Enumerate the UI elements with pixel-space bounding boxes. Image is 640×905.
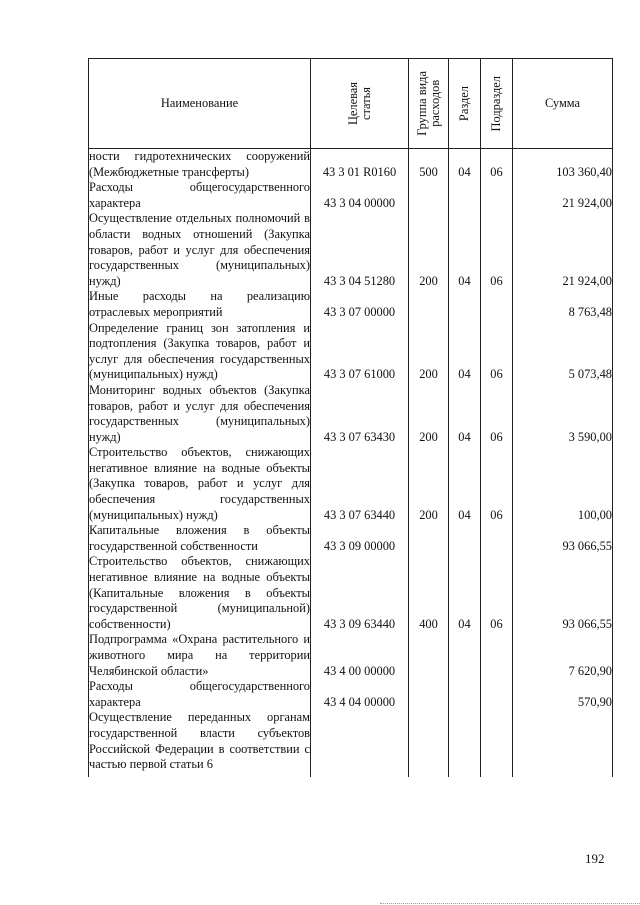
table-row	[89, 211, 613, 289]
row-code: 43 3 07 63430	[311, 383, 409, 445]
row-group: 500	[409, 149, 449, 181]
row-name: Осуществление отдельных полномочий в области водных отношений (Закупка товаров, работ и услуг для обеспечения государственных (муниципальных) нужд)	[89, 211, 310, 288]
row-group	[409, 289, 449, 320]
row-code: 43 3 04 51280	[311, 211, 409, 289]
table-row	[89, 180, 613, 211]
row-code: 43 3 09 00000	[311, 523, 409, 554]
header-target-article: Целевая статья	[311, 59, 409, 149]
row-section: 04	[449, 321, 481, 383]
row-group: 200	[409, 383, 449, 445]
row-name: Строительство объектов, снижающих негативное влияние на водные объекты (Капитальные вложения в объекты государственной (муниципальной) собственности)	[89, 554, 310, 631]
row-code: 43 4 04 00000	[311, 679, 409, 710]
row-sum: 100,00	[513, 445, 613, 523]
row-code	[311, 710, 409, 777]
row-sum: 3 590,00	[513, 383, 613, 445]
row-sum: 103 360,40	[513, 149, 613, 181]
row-name: Подпрограмма «Охрана растительного и животного мира на территории Челябинской области»	[89, 632, 310, 678]
row-code: 43 3 09 63440	[311, 554, 409, 632]
row-subsection	[481, 289, 513, 320]
row-name: Определение границ зон затопления и подтопления (Закупка товаров, работ и услуг для обеспечения государственных (муниципальных) нужд)	[89, 320, 310, 382]
budget-table	[88, 58, 613, 777]
row-section: 04	[449, 211, 481, 289]
table-row	[89, 383, 613, 445]
row-code: 43 3 07 61000	[311, 321, 409, 383]
table-row	[89, 554, 613, 632]
row-code: 43 4 00 00000	[311, 632, 409, 679]
row-group: 200	[409, 321, 449, 383]
row-section	[449, 523, 481, 554]
row-name: Расходы общегосударственного характера	[89, 180, 310, 210]
row-sum: 21 924,00	[513, 211, 613, 289]
row-subsection	[481, 632, 513, 679]
row-code: 43 3 07 00000	[311, 289, 409, 320]
row-sum: 21 924,00	[513, 180, 613, 211]
page-number: 192	[585, 851, 605, 866]
row-subsection	[481, 679, 513, 710]
row-section: 04	[449, 383, 481, 445]
row-subsection: 06	[481, 149, 513, 181]
row-group: 200	[409, 211, 449, 289]
row-code: 43 3 01 R0160	[311, 149, 409, 181]
row-section: 04	[449, 445, 481, 523]
table-row	[89, 632, 613, 679]
table-body	[89, 149, 613, 778]
row-subsection: 06	[481, 211, 513, 289]
row-section	[449, 289, 481, 320]
row-section: 04	[449, 554, 481, 632]
row-group: 400	[409, 554, 449, 632]
row-group	[409, 632, 449, 679]
row-subsection: 06	[481, 554, 513, 632]
row-subsection: 06	[481, 321, 513, 383]
row-name: Расходы общегосударственного характера	[89, 679, 310, 709]
row-section	[449, 710, 481, 777]
row-name: Строительство объектов, снижающих негативное влияние на водные объекты (Закупка товаров, работ и услуг для обеспечения государственных (муниципальных) нужд)	[89, 445, 310, 522]
row-name: Иные расходы на реализацию отраслевых мероприятий	[89, 289, 310, 319]
row-name: Мониторинг водных объектов (Закупка товаров, работ и услуг для обеспечения государственных (муниципальных) нужд)	[89, 382, 310, 444]
row-sum: 93 066,55	[513, 523, 613, 554]
table-row	[89, 289, 613, 320]
row-section	[449, 632, 481, 679]
table-row	[89, 679, 613, 710]
row-sum: 570,90	[513, 679, 613, 710]
row-name: Капитальные вложения в объекты государственной собственности	[89, 523, 310, 553]
table-row	[89, 149, 613, 181]
row-sum: 7 620,90	[513, 632, 613, 679]
row-group: 200	[409, 445, 449, 523]
header-subsection: Подраздел	[481, 59, 513, 149]
row-code: 43 3 04 00000	[311, 180, 409, 211]
row-subsection: 06	[481, 383, 513, 445]
table-header	[89, 59, 613, 149]
table-row	[89, 321, 613, 383]
row-section: 04	[449, 149, 481, 181]
row-subsection	[481, 180, 513, 211]
header-section: Раздел	[449, 59, 481, 149]
row-group	[409, 710, 449, 777]
row-subsection	[481, 710, 513, 777]
row-group	[409, 679, 449, 710]
row-section	[449, 679, 481, 710]
row-subsection	[481, 523, 513, 554]
row-name: ности гидротехнических сооружений (Межбюджетные трансферты)	[89, 149, 310, 179]
header-name: Наименование	[89, 59, 311, 149]
header-expense-group: Группа вида расходов	[409, 59, 449, 149]
table-row	[89, 445, 613, 523]
table-row	[89, 523, 613, 554]
table-row	[89, 710, 613, 777]
row-sum	[513, 710, 613, 777]
row-sum: 93 066,55	[513, 554, 613, 632]
row-group	[409, 180, 449, 211]
header-sum: Сумма	[513, 59, 613, 149]
row-sum: 8 763,48	[513, 289, 613, 320]
row-section	[449, 180, 481, 211]
row-name: Осуществление переданных органам государственной власти субъектов Российской Федерации в соответствии с частью первой статьи 6	[89, 710, 311, 777]
row-sum: 5 073,48	[513, 321, 613, 383]
row-code: 43 3 07 63440	[311, 445, 409, 523]
row-subsection: 06	[481, 445, 513, 523]
row-group	[409, 523, 449, 554]
